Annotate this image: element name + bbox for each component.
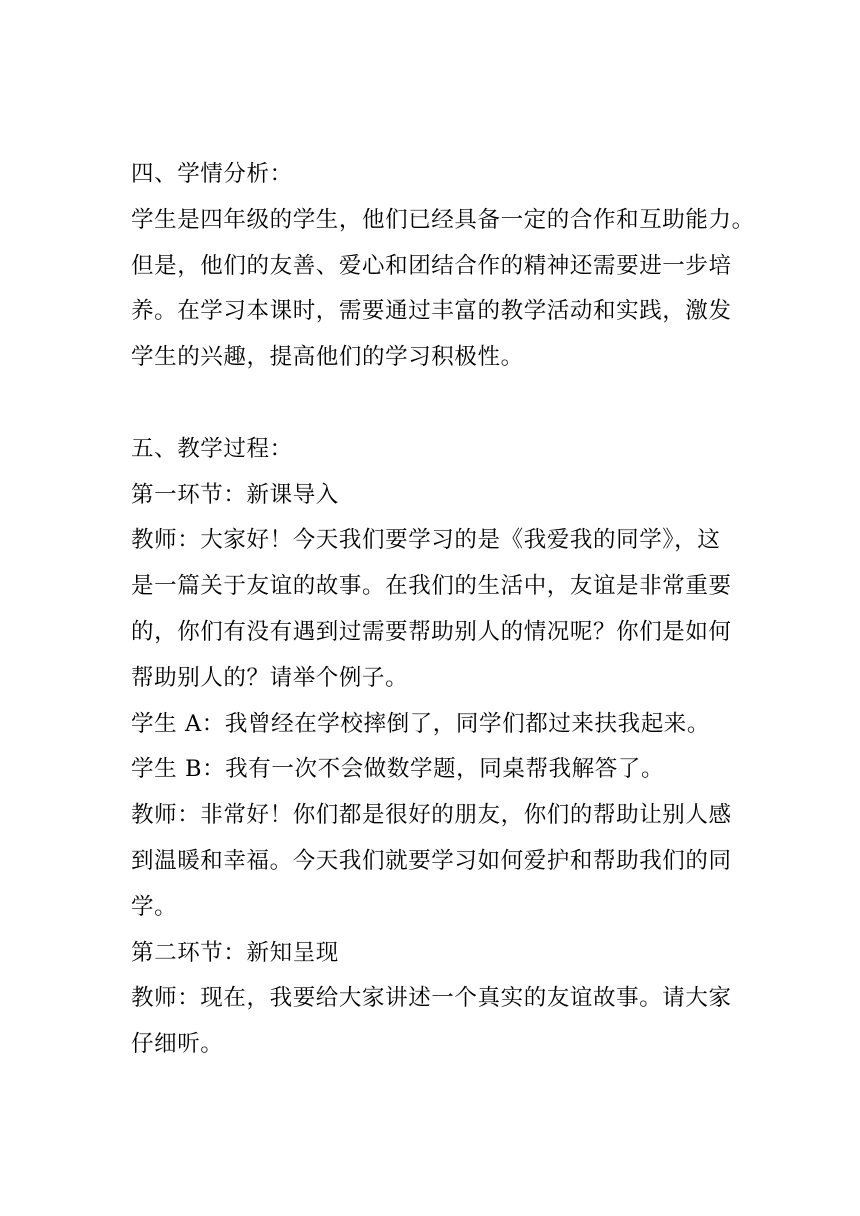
- teacher-line: 帮助别人的？请举个例子。: [131, 664, 409, 691]
- teacher-line: 仔细听。: [131, 1031, 224, 1058]
- teacher-line: 教师：大家好！今天我们要学习的是《我爱我的同学》，这: [131, 527, 721, 554]
- section-heading-student-analysis: 四、学情分析：: [131, 161, 293, 187]
- teacher-line: 学。: [131, 893, 178, 920]
- student-b-line: 学生 B：我有一次不会做数学题，同桌帮我解答了。: [131, 756, 665, 783]
- blank-line: [131, 381, 771, 427]
- student-a-line: 学生 A：我曾经在学校摔倒了，同学们都过来扶我起来。: [131, 710, 711, 737]
- document-body: [131, 152, 771, 1068]
- paragraph-line: 养。在学习本课时，需要通过丰富的教学活动和实践，激发: [131, 298, 732, 325]
- teacher-line: 教师：现在，我要给大家讲述一个真实的友谊故事。请大家: [131, 985, 732, 1012]
- paragraph-line: 学生的兴趣，提高他们的学习积极性。: [131, 344, 524, 371]
- subsection-heading-part2: 第二环节：新知呈现: [131, 939, 339, 966]
- subsection-heading-part1: 第一环节：新课导入: [131, 481, 339, 508]
- section-heading-teaching-process: 五、教学过程：: [131, 435, 293, 462]
- teacher-line: 教师：非常好！你们都是很好的朋友，你们的帮助让别人感: [131, 802, 732, 829]
- teacher-line: 是一篇关于友谊的故事。在我们的生活中，友谊是非常重要: [131, 573, 732, 600]
- paragraph-line: 学生是四年级的学生，他们已经具备一定的合作和互助能力。: [131, 206, 755, 233]
- teacher-line: 到温暖和幸福。今天我们就要学习如何爱护和帮助我们的同: [131, 847, 732, 874]
- paragraph-line: 但是，他们的友善、爱心和团结合作的精神还需要进一步培: [131, 252, 732, 279]
- teacher-line: 的，你们有没有遇到过需要帮助别人的情况呢？你们是如何: [131, 618, 732, 645]
